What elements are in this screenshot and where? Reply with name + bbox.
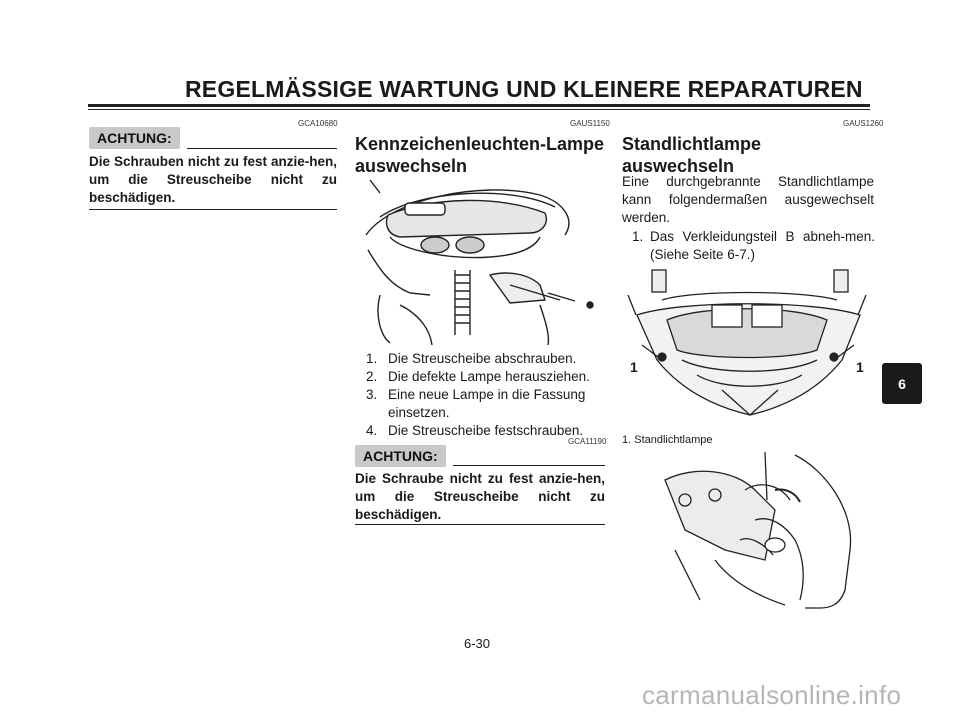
bulb-removal-illustration [655, 450, 860, 610]
header-rule-thick [88, 104, 870, 107]
step-text: Die Streuscheibe festschrauben. [388, 423, 584, 438]
left-caution-text: Die Schrauben nicht zu fest anzie-hen, um die Streuscheibe nicht zu beschädigen. [89, 154, 337, 205]
step-text: Das Verkleidungsteil B abneh-men. (Siehe Seite 6-7.) [650, 229, 875, 262]
callout-left: 1 [630, 359, 638, 375]
left-caution-label: ACHTUNG: [89, 127, 180, 149]
step-number: 1. [366, 351, 378, 366]
middle-caution-rule-top [453, 465, 605, 466]
step-number: 1. [632, 229, 644, 244]
step-number: 4. [366, 423, 378, 438]
middle-steps-list [366, 350, 611, 440]
step-text: Die Streuscheibe abschrauben. [388, 351, 577, 366]
license-light-illustration [360, 175, 605, 345]
front-cowl-illustration [622, 265, 872, 420]
middle-heading: Kennzeichenleuchten-Lampe auswechseln [355, 134, 605, 176]
list-item [366, 368, 611, 386]
page-number: 6-30 [464, 636, 491, 651]
right-intro-text: Eine durchgebrannte Standlichtlampe kann folgendermaßen ausgewechselt werden. [622, 174, 874, 225]
list-item [366, 350, 611, 368]
chapter-tab: 6 [882, 363, 922, 404]
figure-caption: 1. Standlichtlampe [622, 434, 713, 446]
middle-caution-rule-bottom [355, 524, 605, 525]
middle-section-code: GAUS1150 [570, 119, 610, 128]
list-item [632, 228, 875, 264]
left-caution-rule-bottom [89, 209, 337, 210]
step-text: Die defekte Lampe herausziehen. [388, 369, 590, 384]
watermark: carmanualsonline.info [642, 680, 902, 710]
step-number: 3. [366, 387, 378, 402]
middle-caution-code: GCA11190 [568, 437, 607, 446]
left-caution-rule-top [187, 148, 337, 149]
right-section-code: GAUS1260 [843, 119, 884, 128]
middle-caution-text: Die Schraube nicht zu fest anzie-hen, um die Streuscheibe nicht zu beschädigen. [355, 471, 605, 522]
page-section-title: REGELMÄSSIGE WARTUNG UND KLEINERE REPARATUREN [185, 76, 863, 102]
right-heading: Standlichtlampe auswechseln [622, 134, 762, 176]
step-text: Eine neue Lampe in die Fassung einsetzen. [388, 387, 586, 420]
header-rule-thin [88, 109, 870, 110]
left-caution-code: GCA10680 [298, 119, 338, 128]
list-item [366, 386, 611, 422]
step-number: 2. [366, 369, 378, 384]
middle-caution-label: ACHTUNG: [355, 445, 446, 467]
callout-right: 1 [856, 359, 864, 375]
